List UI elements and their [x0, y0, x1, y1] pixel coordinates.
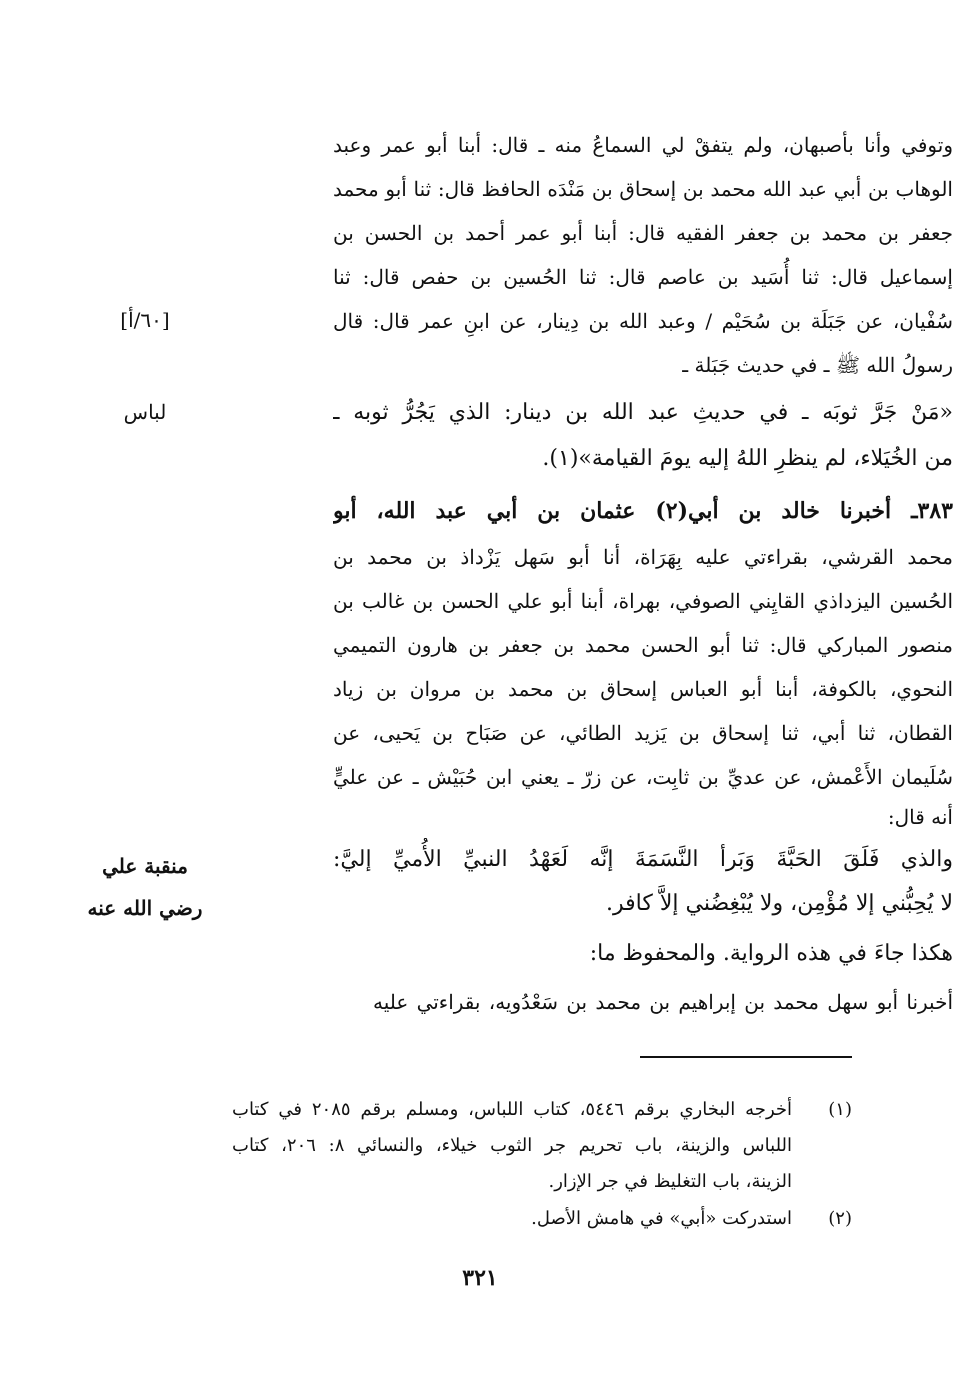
hadith-text-line: من الخُيَلاء، لم ينظرِ اللهُ إليه يومَ القيامة»(١). [542, 446, 953, 471]
page-number: ٣٢١ [462, 1265, 498, 1291]
text-line: محمد القرشي، بقراءتي عليه بِهَرَاة، أنا أبو سَهل يَزْداذ بن محمد بن [333, 545, 953, 569]
text-line: الوهاب بن أبي عبد الله محمد بن إسحاق بن مَنْدَه الحافظ قال: ثنا أبو محمد [333, 177, 953, 201]
text-line: الحُسين اليزداذي القايِني الصوفي، بهراة، أبنا أبو علي الحسن بن غالب بن [333, 589, 953, 613]
text-line: إسماعيل قال: ثنا أُسَيد بن عاصم قال: ثنا الحُسين بن حفص قال: ثنا [333, 265, 953, 289]
hadith-text-line: «مَنْ جَرَّ ثوبَه ـ في حديثِ عبد الله بن دينار: الذي يَجُرُّ ثوبه ـ [333, 400, 953, 425]
text-line: سُفْيان، عن جَبَلَة بن سُحَيْم / وعبد الله بن دِينار، عن ابنِ عمر قال: قال [333, 309, 953, 333]
footnote-separator [640, 1056, 852, 1058]
text-line: جعفر بن محمد بن جعفر الفقيه قال: أبنا أبو عمر أحمد بن الحسن بن [333, 221, 953, 245]
narration-heading: ٣٨٣ـ أخبرنا خالد بن أبي(٢) عثمان بن أبي عبد الله، أبو [333, 498, 953, 524]
footnote-line: استدركت «أبي» في هامش الأصل. [531, 1208, 792, 1229]
text-line: سُلَيمان الأَعْمش، عن عديِّ بن ثابِت، عن زرّ ـ يعني ابن حُبَيْش ـ عن عليٍّ [333, 765, 953, 789]
margin-heading-libas: لباس [123, 400, 167, 424]
margin-heading-manqaba: منقبة علي [102, 854, 188, 878]
text-line: منصور المباركي قال: ثنا أبو الحسن محمد بن جعفر بن هارون التميمي [333, 633, 953, 657]
text-line: القطان، ثنا أبي، ثنا إسحاق بن يَزيد الطائي، عن صَبَاح بن يَحيى، عن [333, 721, 953, 745]
folio-marker: [٦٠/أ] [120, 308, 170, 332]
margin-heading-manqaba-sub: رضي الله عنه [87, 896, 203, 920]
hadith-text-line: والذي فَلَقَ الحَبَّةَ وَبَرأ النَّسَمَةَ إنَّه لَعَهْدُ النبيِّ الأُميِّ إليَّ: [333, 847, 953, 872]
footnote-number: (٢) [828, 1208, 852, 1229]
text-line: رسولُ الله ﷺ ـ في حديث جَبَلة ـ [682, 353, 953, 377]
footnote-line: الزينة، باب التغليظ في جر الإزار. [548, 1171, 792, 1192]
hadith-text-line: لا يُحِبُّني إلا مُؤْمِن، ولا يُبْغِضُني إلاَّ كافر. [606, 891, 953, 916]
text-line: وتوفي وأنا بأصبهان، ولم يتفقْ لي السماعُ منه ـ قال: أبنا أبو عمر وعبد [333, 133, 953, 157]
text-line: النحوي، بالكوفة، أبنا أبو العباس إسحاق بن محمد بن مروان بن زياد [333, 677, 953, 701]
text-line: هكذا جاءَ في هذه الرواية. والمحفوظ ما: [589, 941, 953, 966]
footnote-line: اللباس والزينة، باب تحريم جر الثوب خيلاء، والنسائي ٨: ٢٠٦، كتاب [232, 1135, 792, 1156]
footnote-line: أخرجه البخاري برقم ٥٤٤٦، كتاب اللباس، ومسلم برقم ٢٠٨٥ في كتاب [232, 1099, 792, 1120]
text-line: أنه قال: [887, 805, 953, 829]
text-line: أخبرنا أبو سهل محمد بن إبراهيم بن محمد بن سَعْدُويه، بقراءتي عليه [373, 990, 953, 1014]
footnote-number: (١) [828, 1099, 852, 1120]
